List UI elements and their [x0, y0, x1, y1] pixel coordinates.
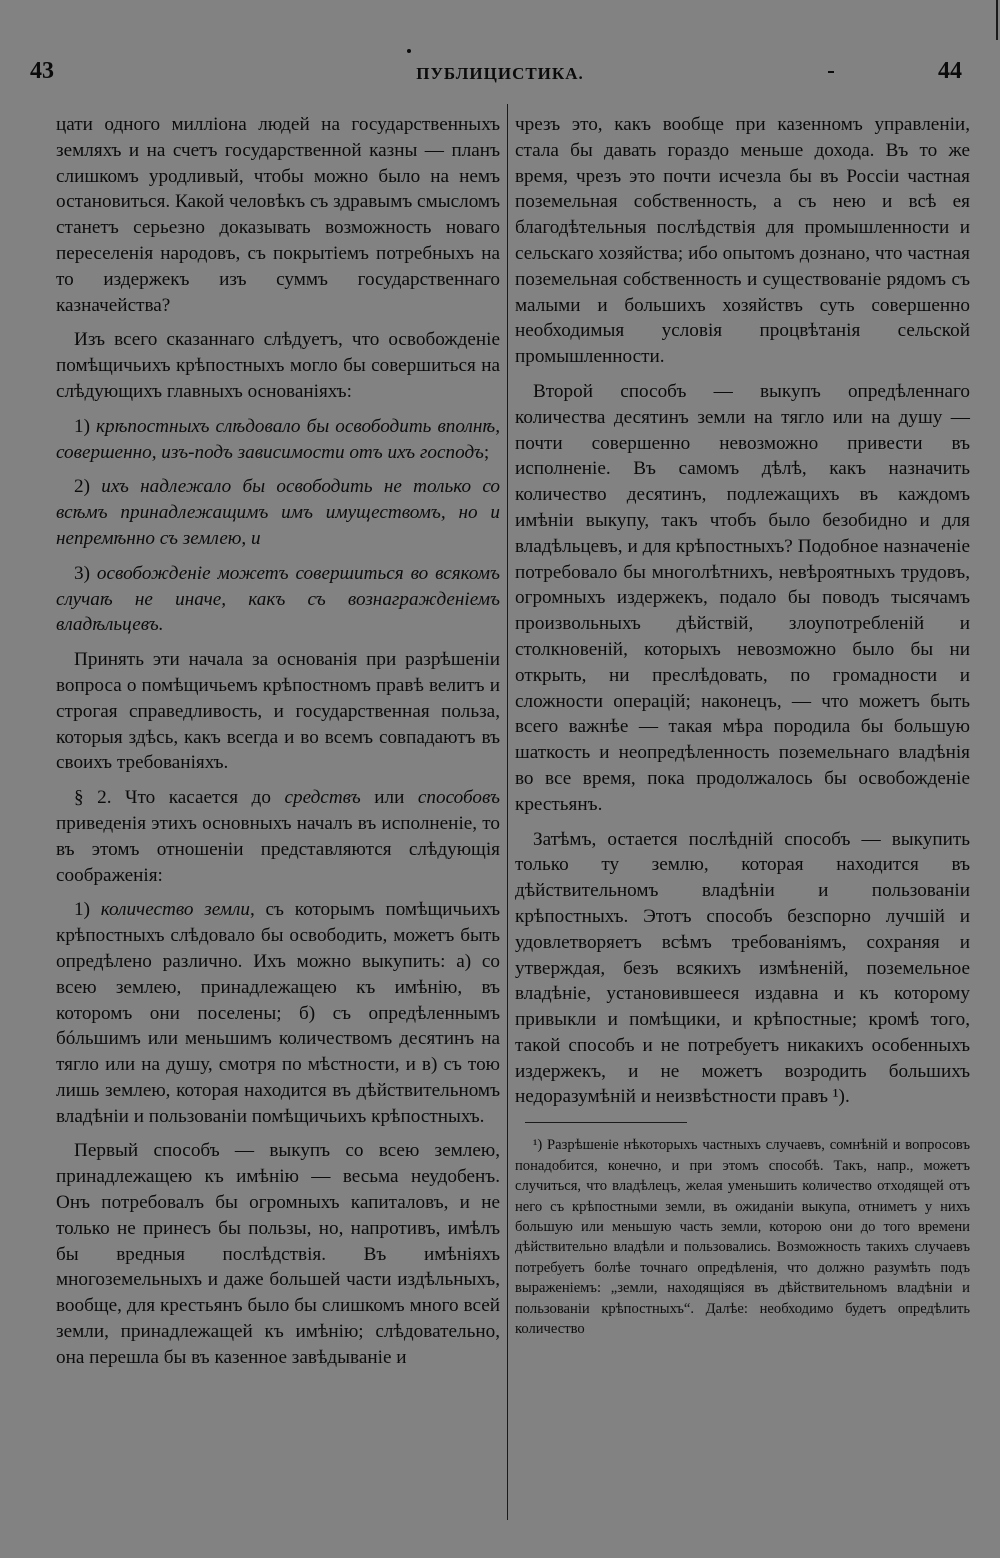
- italic-text: способовъ: [417, 787, 500, 809]
- text-span: ;: [483, 441, 490, 463]
- paragraph: [515, 112, 970, 370]
- text-span: § 2. Что касается до: [74, 787, 285, 809]
- footnote: ¹) Разрѣшеніе нѣкоторыхъ частныхъ случаевъ, сомнѣній и вопросовъ понадобится, конечно, и при этомъ способѣ. Такъ, напр., можетъ случиться, что владѣлецъ, желая уменьшить количество отходящей отъ него съ крѣпостными земли, въ ожиданіи выкупа, отниметъ у нихъ большую или меньшую часть земли, которою они до того времени дѣйствительно владѣли и пользовались. Возможность такихъ случаевъ потребуетъ болѣе точнаго опредѣленія, что должно разумѣть подъ выраженіемъ: „земли, находящіяся въ дѣйствительномъ владѣніи и пользованіи крѣпостныхъ“. Далѣе: необходимо будетъ опредѣлить количество: [515, 1137, 970, 1337]
- right-column-body: [515, 112, 970, 1110]
- text-span: или: [360, 787, 418, 809]
- header-dot: [407, 49, 411, 53]
- text-span: Затѣмъ, остается послѣдній способъ — выкупить только ту землю, которая находится въ дѣйствительномъ владѣніи и пользованіи крѣпостныхъ. Этотъ способъ безспорно лучшій и удовлетворяетъ всѣмъ требованіямъ, сохраняя и утверждая, безъ всякихъ измѣненій, поземельное владѣніе, установившееся издавна и къ которому привыкли и помѣщики, и крѣпостные; кромѣ того, такой способъ и не потребуетъ никакихъ особенныхъ издержекъ, и не можетъ возродить большихъ недоразумѣній и неизвѣстности правъ ¹).: [515, 828, 970, 1108]
- paragraph: [56, 327, 500, 404]
- page-edge-mark: [996, 0, 998, 40]
- right-column: [515, 112, 970, 1348]
- text-span: Изъ всего сказаннаго слѣдуетъ, что освобожденіе помѣщичьихъ крѣпостныхъ могло бы совершиться на слѣдующихъ главныхъ основаніяхъ:: [56, 329, 500, 402]
- italic-text: и: [251, 527, 261, 549]
- paragraph: [56, 647, 500, 776]
- text-span: Второй способъ — выкупъ опредѣленнаго количества десятинъ земли на тягло или на душу — почти совершенно невозможно привести въ исполненіе. Въ самомъ дѣлѣ, какъ назначить количество десятинъ, подлежащихъ въ каждомъ имѣніи выкупу, такъ чтобъ было безобидно и для владѣльцевъ, и для крѣпостныхъ? Подобное назначеніе потребовало бы многолѣтнихъ, невѣроятныхъ трудовъ, огромныхъ издержекъ, подало бы поводъ тысячамъ произвольныхъ дѣйствій, злоупотребленій и столкновеній, которыхъ невозможно было бы ни открыть, ни преслѣдовать, по громадности и сложности операцій; наконецъ, — что можетъ быть всего важнѣе — такая мѣра породила бы большую шаткость и неопредѣленность поземельнаго владѣнія во все время, пока продолжалось бы освобожденіе крестьянъ.: [515, 380, 970, 815]
- text-span: чрезъ это, какъ вообще при казенномъ управленіи, стала бы давать гораздо меньше дохода. Въ то же время, чрезъ это почти исчезла бы въ Россіи частная поземельная собственность, а съ нею и всѣ ея благодѣтельныя послѣдствія для промышленности и сельскаго хозяйства; ибо опытомъ дознано, что частная поземельная собственность и существованіе рядомъ съ малыми и большихъ хозяйствъ суть совершенно необходимыя условія процвѣтанія сельской промышленности.: [515, 114, 970, 368]
- paragraph: [56, 1138, 500, 1370]
- text-span: , съ которымъ помѣщичьихъ крѣпостныхъ слѣдовало бы освободить, можетъ быть опредѣлено различно. Ихъ можно выкупить: а) со всею землею, принадлежащею къ имѣнію, въ которомъ они поселены; б) съ опредѣленнымъ бóльшимъ или меньшимъ количествомъ десятинъ на тягло или на душу, смотря по мѣстности, и в) съ тою лишь землею, которая находится въ дѣйствительномъ владѣніи и пользованіи помѣщичьихъ крѣпостныхъ.: [56, 899, 500, 1127]
- text-span: цати одного милліона людей на государственныхъ земляхъ и на счетъ государственной казны — планъ слишкомъ уродливый, чтобы можно было на немъ остановиться. Какой человѣкъ съ здравымъ смысломъ станетъ серьезно доказывать возможность новаго переселенія народовъ, съ покрытіемъ потребныхъ на то издержекъ изъ суммъ государственнаго казначейства?: [56, 114, 500, 316]
- column-divider: [507, 104, 508, 1520]
- paragraph: [56, 112, 500, 318]
- text-span: приведенія этихъ основныхъ началъ въ исполненіе, то въ этомъ отношеніи представляются слѣдующія соображенія:: [56, 812, 500, 886]
- paragraph: [56, 414, 500, 466]
- text-span: Принять эти начала за основанія при разрѣшеніи вопроса о помѣщичьемъ крѣпостномъ правѣ велитъ и строгая справедливость, и государственная польза, которыя здѣсь, какъ всегда и во всемъ совпадаютъ въ своихъ требованіяхъ.: [56, 649, 500, 774]
- footnote-rule: [525, 1122, 687, 1123]
- paragraph: [515, 827, 970, 1111]
- italic-text: количество земли: [100, 899, 250, 921]
- italic-text: крѣпостныхъ слѣдовало бы освободить вполнѣ, совершенно, изъ-подъ зависимости отъ ихъ господъ: [56, 415, 500, 463]
- paragraph: [56, 785, 500, 888]
- text-span: 3): [74, 562, 97, 584]
- left-column: [56, 112, 500, 1380]
- text-span: 1): [74, 899, 101, 921]
- text-span: 2): [74, 476, 102, 498]
- italic-text: освобожденіе можетъ совершиться во всякомъ случаѣ не иначе, какъ съ вознагражденіемъ владѣльцевъ.: [56, 562, 500, 636]
- paragraph: [56, 561, 500, 638]
- italic-text: средствъ: [284, 787, 361, 809]
- paragraph: [56, 897, 500, 1129]
- running-title: ПУБЛИЦИСТИКА.: [416, 64, 584, 83]
- text-span: ,: [241, 527, 252, 549]
- page-number-left: 43: [30, 58, 54, 84]
- text-span: 1): [74, 415, 97, 437]
- text-span: Первый способъ — выкупъ со всею землею, принадлежащею къ имѣнію — весьма неудобенъ. Онъ потребовалъ бы огромныхъ капиталовъ, и не только не принесъ бы пользы, но, напротивъ, имѣлъ бы вредныя послѣдствія. Въ имѣніяхъ многоземельныхъ и даже большей части издѣльныхъ, вообще, для крестьянъ было бы слишкомъ много всей земли, принадлежащей къ имѣнію; слѣдовательно, она перешла бы въ казенное завѣдываніе и: [56, 1140, 500, 1368]
- italic-text: ихъ надлежало бы освободить не только со всѣмъ принадлежащимъ имъ имуществомъ, но и непремѣнно съ землею: [56, 476, 500, 549]
- page-number-right: 44: [938, 58, 962, 84]
- paragraph: [56, 474, 500, 551]
- paragraph: [515, 379, 970, 818]
